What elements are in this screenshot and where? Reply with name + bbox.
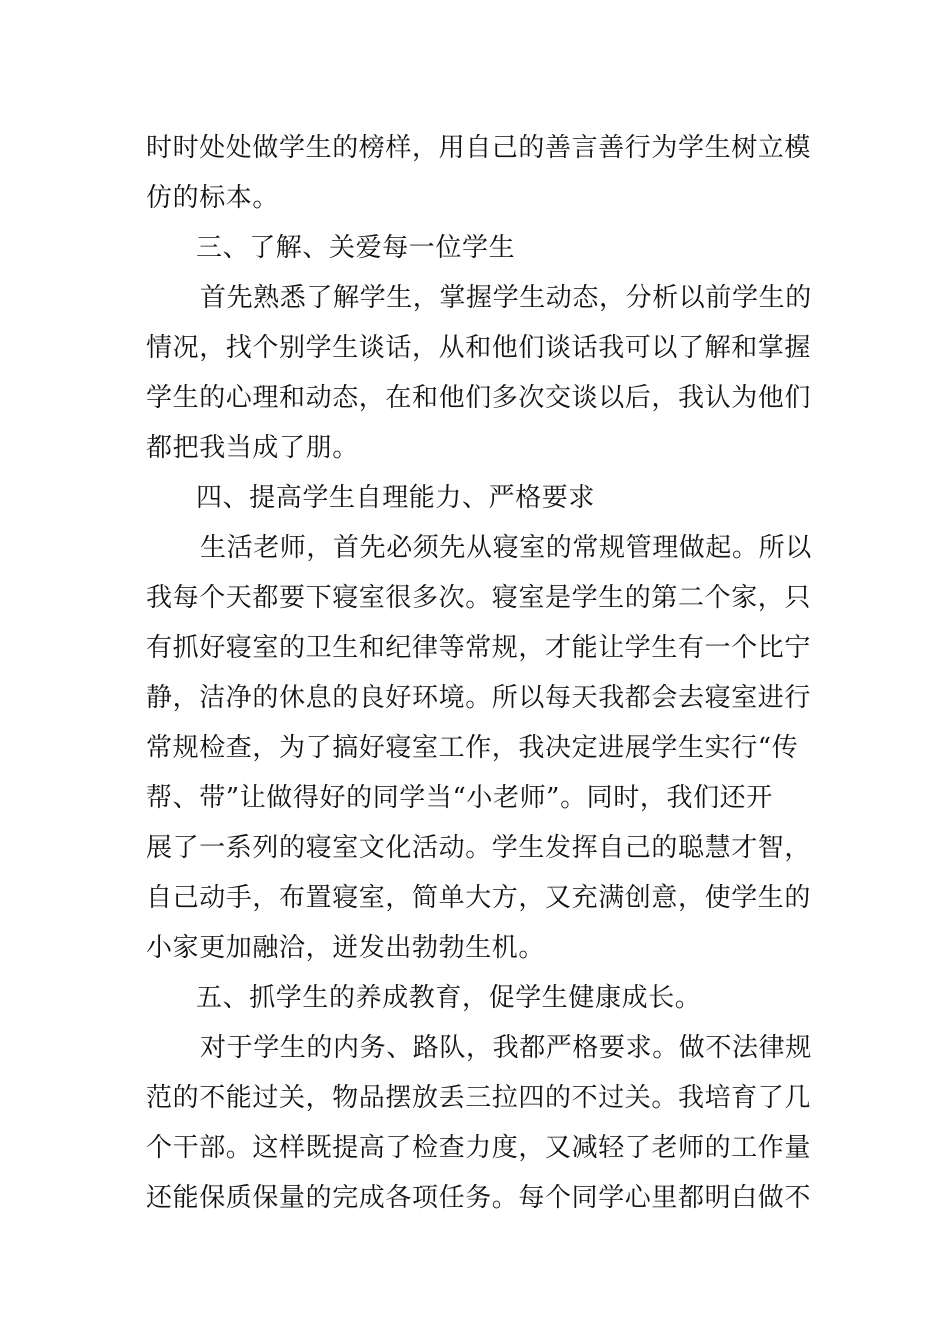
text-line: 情况，找个别学生谈话，从和他们谈话我可以了解和掌握 [146,333,812,363]
text-line: 帮、带”让做得好的同学当“小老师”。同时，我们还开 [146,783,773,813]
text-line: 都把我当成了朋。 [146,433,359,463]
text-line: 我每个天都要下寝室很多次。寝室是学生的第二个家，只 [146,583,812,613]
text-line: 时时处处做学生的榜样，用自己的善言善行为学生树立模 [146,133,812,163]
text-line: 仿的标本。 [146,183,280,213]
section-heading: 三、了解、关爱每一位学生 [196,233,516,263]
text-line: 学生的心理和动态，在和他们多次交谈以后，我认为他们 [146,383,812,413]
text-line: 有抓好寝室的卫生和纪律等常规，才能让学生有一个比宁 [146,633,812,663]
text-line: 范的不能过关，物品摆放丢三拉四的不过关。我培育了几 [146,1083,812,1113]
text-line: 自己动手，布置寝室，简单大方，又充满创意，使学生的 [146,883,812,913]
text-line: 首先熟悉了解学生，掌握学生动态，分析以前学生的 [200,283,812,313]
text-line: 还能保质保量的完成各项任务。每个同学心里都明白做不 [146,1183,812,1213]
section-heading: 四、提高学生自理能力、严格要求 [196,483,596,513]
text-line: 常规检查，为了搞好寝室工作，我决定进展学生实行“传 [146,733,799,763]
text-line: 静，洁净的休息的良好环境。所以每天我都会去寝室进行 [146,683,812,713]
section-heading: 五、抓学生的养成教育，促学生健康成长。 [196,983,702,1013]
text-line: 对于学生的内务、路队，我都严格要求。做不法律规 [200,1033,812,1063]
text-line: 生活老师，首先必须先从寝室的常规管理做起。所以 [200,533,812,563]
text-line: 个干部。这样既提高了检查力度，又减轻了老师的工作量 [146,1133,812,1163]
text-line: 小家更加融洽，迸发出勃勃生机。 [146,933,546,963]
text-line: 展了一系列的寝室文化活动。学生发挥自己的聪慧才智， [146,833,812,863]
